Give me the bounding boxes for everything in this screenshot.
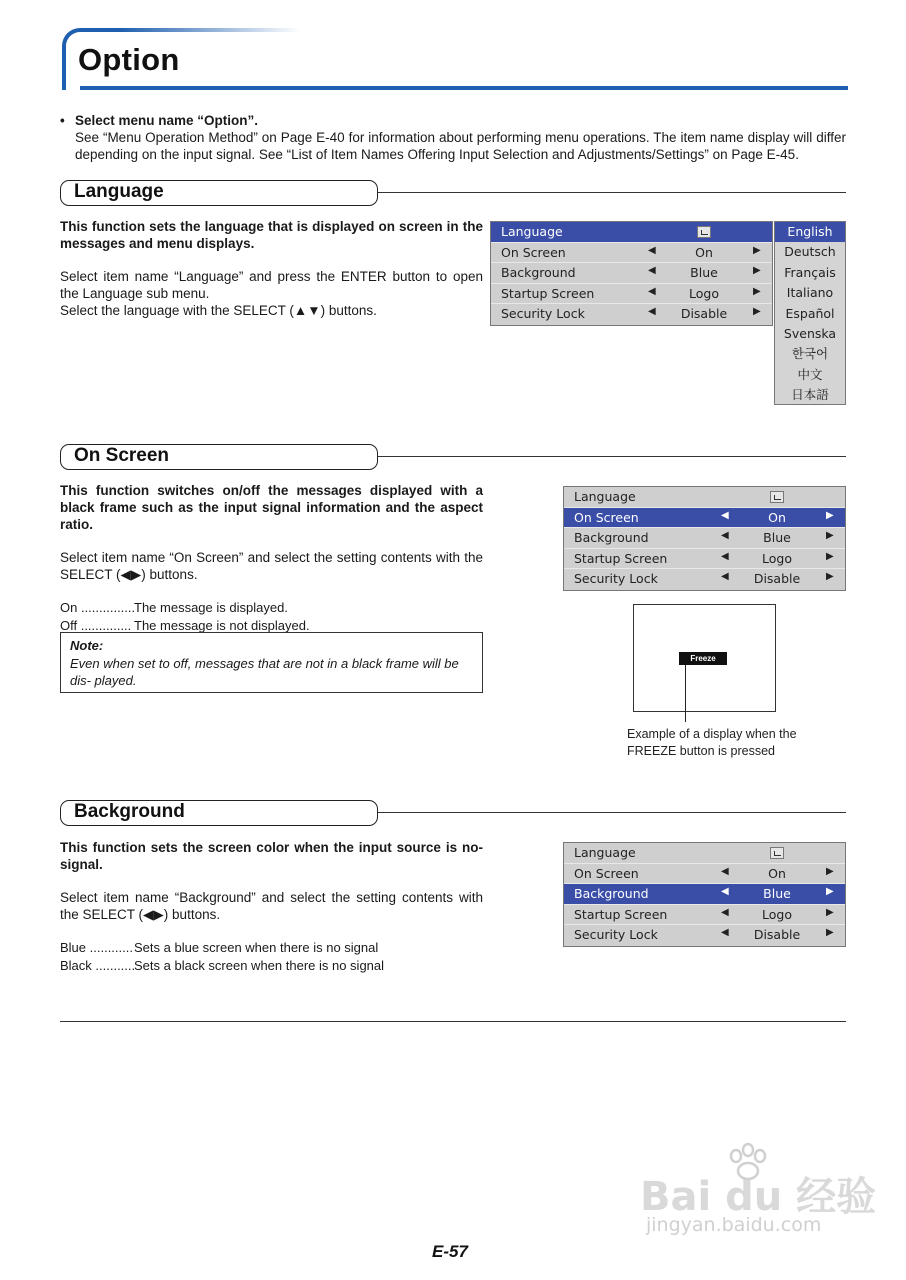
footer-rule: [60, 1021, 846, 1022]
menu-row-background[interactable]: Background ◀ Blue ▶: [564, 528, 845, 549]
arrow-right-icon: ▶: [826, 550, 834, 562]
watermark-logo: Bai du 经验: [640, 1174, 877, 1220]
section-title-on-screen: On Screen: [74, 445, 170, 466]
page-title: Option: [78, 42, 180, 77]
language-option[interactable]: Deutsch: [784, 244, 836, 260]
enter-icon: [697, 226, 711, 238]
section-header-on-screen: [60, 444, 846, 470]
arrow-right-icon: ▶: [753, 244, 761, 256]
enter-icon: [770, 847, 784, 859]
language-option[interactable]: 日本語: [791, 387, 829, 403]
arrow-right-icon: ▶: [753, 285, 761, 297]
language-submenu: [774, 221, 846, 405]
language-description: [60, 218, 483, 319]
menu-background: [563, 842, 846, 947]
language-option[interactable]: 中文: [797, 366, 823, 382]
arrow-right-icon: ▶: [826, 886, 834, 897]
menu-language: [490, 221, 773, 326]
arrow-left-icon: ◀: [721, 865, 729, 877]
section-header-background: [60, 800, 846, 826]
menu-row-on-screen[interactable]: On Screen ◀ On ▶: [491, 243, 772, 264]
menu-row-language[interactable]: Language: [564, 843, 845, 864]
background-description: [60, 839, 483, 974]
language-p1: Select item name “Language” and press the ENTER button to open the Language sub menu.: [60, 269, 483, 301]
option-row: Off .............. The message is not displayed.: [60, 617, 310, 633]
background-p1: Select item name “Background” and select the setting contents with the SELECT (◀▶) buttons.: [60, 890, 483, 922]
arrow-left-icon: ◀: [721, 571, 729, 582]
arrow-left-icon: ◀: [721, 550, 729, 562]
background-options: [60, 939, 483, 974]
language-option[interactable]: Svenska: [783, 325, 837, 341]
menu-row-security-lock[interactable]: Security Lock ◀ Disable ▶: [574, 571, 834, 586]
section-header-language: [60, 180, 846, 206]
arrow-right-icon: ▶: [826, 927, 834, 938]
arrow-left-icon: ◀: [648, 265, 656, 276]
note-body: Even when set to off, messages that are not in a black frame will be dis- played.: [70, 655, 459, 688]
arrow-right-icon: ▶: [826, 865, 834, 877]
menu-on-screen: [563, 486, 846, 591]
on-screen-options: [60, 599, 483, 634]
freeze-caption: Example of a display when the FREEZE button is pressed: [627, 727, 797, 758]
title-frame: [62, 28, 848, 90]
option-row: Black ........... Sets a black screen when there is no signal: [60, 957, 385, 973]
arrow-right-icon: ▶: [826, 530, 834, 541]
arrow-right-icon: ▶: [826, 906, 834, 918]
menu-row-language[interactable]: Language: [491, 222, 772, 243]
arrow-left-icon: ◀: [721, 509, 729, 521]
menu-row-startup-screen[interactable]: Startup Screen ◀ Logo ▶: [491, 284, 772, 305]
arrow-left-icon: ◀: [648, 244, 656, 256]
option-row: On ............... The message is displayed.: [60, 600, 288, 615]
arrow-right-icon: ▶: [753, 306, 761, 317]
arrow-right-icon: ▶: [826, 571, 834, 582]
menu-row-security-lock[interactable]: Security Lock ◀ Disable ▶: [501, 306, 761, 321]
arrow-left-icon: ◀: [721, 530, 729, 541]
menu-row-on-screen[interactable]: On Screen ◀ On ▶: [564, 508, 845, 529]
language-option[interactable]: English: [775, 222, 845, 242]
arrow-left-icon: ◀: [721, 886, 729, 897]
language-p2: Select the language with the SELECT (▲▼) buttons.: [60, 303, 377, 318]
note-box: [60, 632, 483, 693]
note-title: Note:: [70, 638, 104, 653]
intro-body: See “Menu Operation Method” on Page E-40 for information about performing menu operations. The item name display will differ depending on the input signal. See “List of Item Names Offering Input Selection and Adjustments/Settings” on Page E-45.: [75, 130, 846, 162]
arrow-right-icon: ▶: [826, 509, 834, 521]
menu-row-on-screen[interactable]: On Screen ◀ On ▶: [564, 864, 845, 885]
intro-heading: Select menu name “Option”.: [75, 113, 259, 128]
on-screen-p1: Select item name “On Screen” and select the setting contents with the SELECT (◀▶) buttons.: [60, 550, 483, 582]
section-title-language: Language: [74, 181, 164, 202]
arrow-left-icon: ◀: [648, 306, 656, 317]
background-lead: This function sets the screen color when the input source is no-signal.: [60, 840, 483, 872]
language-option[interactable]: Español: [785, 305, 835, 321]
menu-row-language[interactable]: Language: [564, 487, 845, 508]
arrow-right-icon: ▶: [753, 265, 761, 276]
language-option[interactable]: 한국어: [791, 346, 829, 362]
freeze-message: Freeze: [679, 652, 727, 665]
arrow-left-icon: ◀: [721, 927, 729, 938]
arrow-left-icon: ◀: [648, 285, 656, 297]
intro-block: [60, 112, 846, 163]
menu-row-background[interactable]: Background ◀ Blue ▶: [564, 884, 845, 905]
language-lead: This function sets the language that is displayed on screen in the messages and menu displays.: [60, 219, 483, 251]
menu-row-background[interactable]: Background ◀ Blue ▶: [491, 263, 772, 284]
watermark-url: jingyan.baidu.com: [646, 1214, 822, 1236]
on-screen-lead: This function switches on/off the messages displayed with a black frame such as the input signal information and the aspect ratio.: [60, 483, 483, 532]
bullet: •: [60, 113, 65, 128]
language-option[interactable]: Français: [784, 264, 836, 280]
arrow-left-icon: ◀: [721, 906, 729, 918]
menu-row-security-lock[interactable]: Security Lock ◀ Disable ▶: [574, 927, 834, 942]
option-row: Blue ............ Sets a blue screen when there is no signal: [60, 940, 379, 955]
menu-row-startup-screen[interactable]: Startup Screen ◀ Logo ▶: [564, 549, 845, 570]
leader-line: [685, 665, 686, 722]
language-option[interactable]: Italiano: [786, 285, 834, 301]
page-number: E-57: [432, 1242, 468, 1261]
on-screen-description: [60, 482, 483, 634]
menu-row-startup-screen[interactable]: Startup Screen ◀ Logo ▶: [564, 905, 845, 926]
enter-icon: [770, 491, 784, 503]
section-title-background: Background: [74, 801, 185, 822]
